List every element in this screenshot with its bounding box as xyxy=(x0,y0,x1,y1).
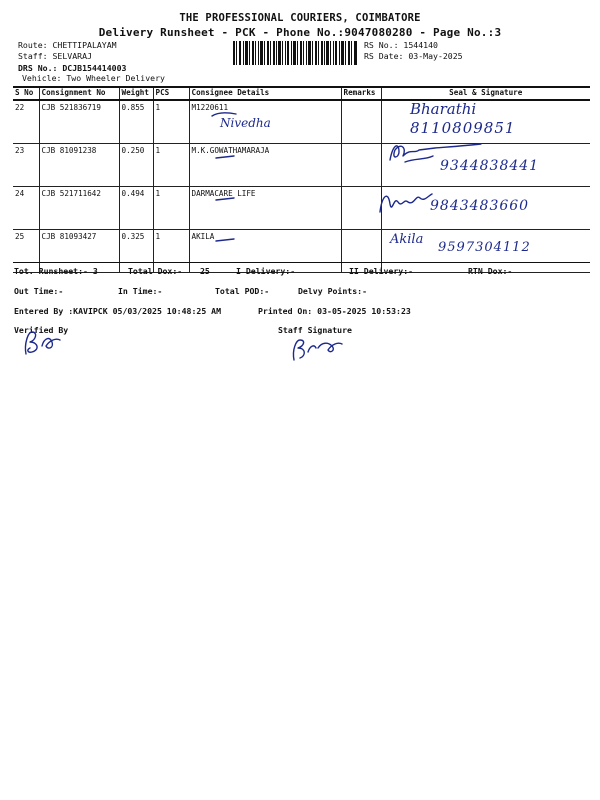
staff-signature-mark xyxy=(288,334,344,362)
runsheet-subtitle: Delivery Runsheet - PCK - Phone No.:9047080280 - Page No.:3 xyxy=(98,26,502,39)
verifier-signature xyxy=(20,326,64,358)
route-label: Route: CHETTIPALAYAM xyxy=(18,40,117,50)
mark-stroke xyxy=(214,236,236,244)
drs-number: DRS No.: DCJB154414003 xyxy=(18,63,127,73)
cell-sno: 24 xyxy=(13,187,39,230)
cell-pcs: 1 xyxy=(153,187,189,230)
cell-sno: 22 xyxy=(13,100,39,144)
cell-sno: 23 xyxy=(13,144,39,187)
cell-remarks xyxy=(341,144,381,187)
barcode-image xyxy=(233,41,357,65)
cell-weight: 0.250 xyxy=(119,144,153,187)
out-time: Out Time:- xyxy=(14,286,64,296)
cell-pcs: 1 xyxy=(153,230,189,273)
cell-pcs: 1 xyxy=(153,144,189,187)
mark-stroke xyxy=(214,195,236,203)
rtn-dox: RTN Dox:- xyxy=(468,266,513,276)
handwritten-name: Nivedha xyxy=(220,116,271,130)
total-dox-label: Total Dox:- xyxy=(128,266,183,276)
handwritten-phone: 9843483660 xyxy=(430,198,530,214)
mark-stroke xyxy=(210,110,238,120)
cell-sno: 25 xyxy=(13,230,39,273)
handwritten-phone: 8110809851 xyxy=(410,119,516,137)
handwritten-signature: Bharathi xyxy=(410,100,477,118)
cell-consignment: CJB 81091238 xyxy=(39,144,119,187)
cell-consignment: CJB 521711642 xyxy=(39,187,119,230)
cell-consignee: M1220611 xyxy=(189,100,341,144)
cell-weight: 0.855 xyxy=(119,100,153,144)
ii-delivery: II Delivery:- xyxy=(349,266,414,276)
in-time: In Time:- xyxy=(118,286,163,296)
table-bottom-rule xyxy=(13,262,590,263)
col-header-pcs: PCS xyxy=(153,87,189,100)
col-header-remarks: Remarks xyxy=(341,87,381,100)
mark-stroke xyxy=(214,153,236,161)
handwritten-phone: 9344838441 xyxy=(440,158,540,174)
cell-consignee: M.K.GOWATHAMARAJA xyxy=(189,144,341,187)
cell-consignee: AKILA xyxy=(189,230,341,273)
entered-by: Entered By :KAVIPCK 05/03/2025 10:48:25 AM xyxy=(14,306,222,316)
company-title: THE PROFESSIONAL COURIERS, COIMBATORE xyxy=(179,12,421,24)
cell-pcs: 1 xyxy=(153,100,189,144)
cell-consignee: DARMACARE LIFE xyxy=(189,187,341,230)
printed-on: Printed On: 03-05-2025 10:53:23 xyxy=(258,306,411,316)
col-header-consignment: Consignment No xyxy=(39,87,119,100)
signature-scribble xyxy=(385,138,485,168)
rs-number: RS No.: 1544140 xyxy=(364,40,438,50)
handwritten-phone: 9597304112 xyxy=(438,240,531,255)
table-header-row xyxy=(13,87,590,100)
vehicle-label: Vehicle: Two Wheeler Delivery xyxy=(22,73,165,83)
total-dox-value: 25 xyxy=(200,266,210,276)
cell-consignment: CJB 521836719 xyxy=(39,100,119,144)
cell-weight: 0.494 xyxy=(119,187,153,230)
cell-weight: 0.325 xyxy=(119,230,153,273)
delvy-points: Delvy Points:- xyxy=(298,286,368,296)
rs-date: RS Date: 03-May-2025 xyxy=(364,51,463,61)
total-runsheet: Tot. Runsheet:- 3 xyxy=(14,266,98,276)
cell-consignment: CJB 81093427 xyxy=(39,230,119,273)
cell-remarks xyxy=(341,187,381,230)
total-pod: Total POD:- xyxy=(215,286,270,296)
col-header-consignee: Consignee Details xyxy=(189,87,341,100)
i-delivery: I Delivery:- xyxy=(236,266,296,276)
cell-remarks xyxy=(341,100,381,144)
col-header-signature: Seal & Signature xyxy=(381,87,590,100)
signature-scribble xyxy=(376,186,434,220)
col-header-weight: Weight xyxy=(119,87,153,100)
staff-signature-label: Staff Signature xyxy=(278,325,352,335)
verified-by-label: Verified By xyxy=(14,325,69,335)
col-header-sno: S No xyxy=(13,87,39,100)
staff-label: Staff: SELVARAJ xyxy=(18,51,92,61)
handwritten-signature: Akila xyxy=(390,232,424,247)
